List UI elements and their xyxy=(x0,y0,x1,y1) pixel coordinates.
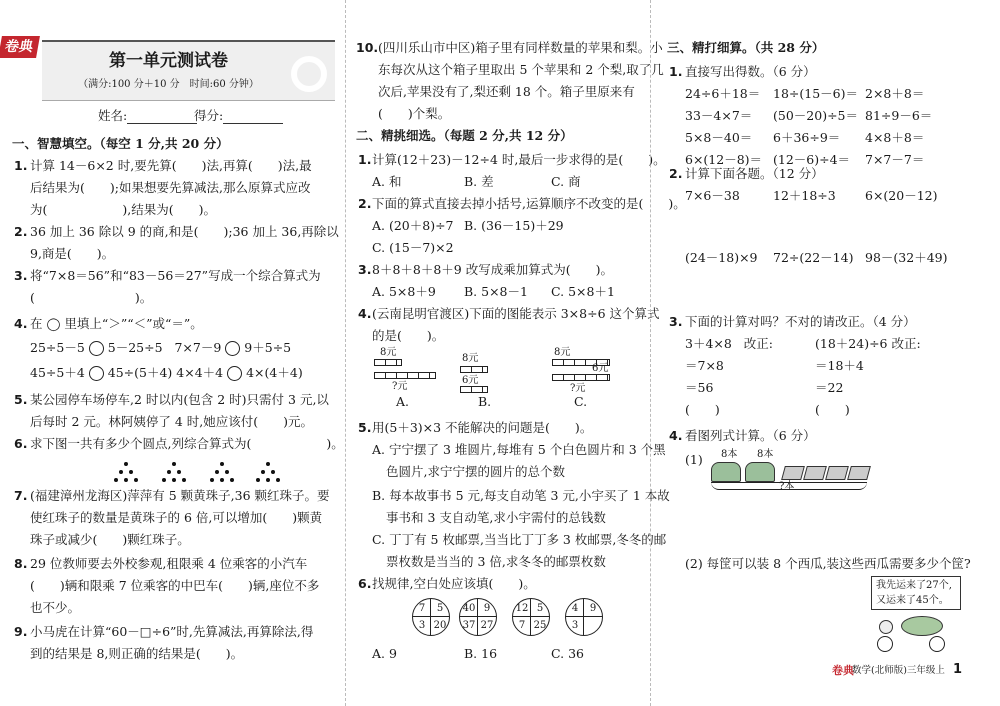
oral-calc-item[interactable]: 6＋36÷9＝ xyxy=(773,130,841,145)
q-number: 3. xyxy=(358,262,372,277)
option-b[interactable]: B. 5×8－1 xyxy=(464,284,528,299)
option-b[interactable]: B. (36－15)＋29 xyxy=(464,218,564,233)
cloud-swirl-icon xyxy=(291,56,327,92)
subquestion-text: (2) 每筐可以装 8 个西瓜,装这些西瓜需要多少个筐? xyxy=(685,556,971,571)
page-title: 第一单元测试卷 xyxy=(109,51,228,71)
q-number: 3. xyxy=(669,314,683,329)
calc-item[interactable]: 12＋18÷3 xyxy=(773,188,836,203)
bar-figure-a[interactable]: 8元 ?元 A. xyxy=(370,346,440,408)
oral-calc-item[interactable]: 6×(12－8)＝ xyxy=(685,152,763,167)
middle-column xyxy=(345,0,686,706)
dot xyxy=(220,478,224,482)
subquestion-label: (1) xyxy=(685,452,703,467)
wheel-number: 3 xyxy=(571,620,579,631)
wheel-number: 7 xyxy=(518,620,526,631)
q-number: 6. xyxy=(358,576,372,591)
option-b[interactable]: B. 差 xyxy=(464,174,494,189)
dot xyxy=(256,478,260,482)
option-a[interactable]: A. 5×8＋9 xyxy=(372,284,436,299)
footer-logo: 卷典 xyxy=(832,664,854,677)
check-step: ＝7×8 xyxy=(685,358,724,373)
question-text: 看图列式计算。（6 分） xyxy=(685,428,816,443)
speech-bubble: 我先运来了27个, 又运来了45个。 xyxy=(871,576,961,610)
option-a[interactable]: A. 9 xyxy=(372,646,397,661)
oral-calc-item[interactable]: 24÷6＋18＝ xyxy=(685,86,761,101)
option-c[interactable]: C. 5×8＋1 xyxy=(551,284,615,299)
option-c-cont: 票枚数是当当的 3 倍,求冬冬的邮票枚数 xyxy=(386,554,606,569)
dot xyxy=(266,478,270,482)
wheel-number: 37 xyxy=(462,620,476,631)
question-text: 下面的计算对吗？不对的请改正。（4 分） xyxy=(685,314,916,329)
oral-calc-item[interactable]: 33－4×7＝ xyxy=(685,108,753,123)
check-step: ＝18＋4 xyxy=(815,358,864,373)
wheel-number: 9 xyxy=(589,603,597,614)
q-number: 10. xyxy=(356,40,379,55)
compare-circle-icon[interactable] xyxy=(89,341,104,356)
bar-figure-c[interactable]: 8元 6元 ?元 C. xyxy=(554,347,609,409)
oral-calc-item[interactable]: 4×8＋8＝ xyxy=(865,130,925,145)
title-box xyxy=(42,40,335,101)
q-number: 1. xyxy=(14,158,28,173)
question-text: 后每时 2 元。林阿姨停了 4 时,她应该付( )元。 xyxy=(30,414,314,429)
question-text: (福建漳州龙海区)萍萍有 5 颗黄珠子,36 颗红珠子。要 xyxy=(30,488,330,503)
book-tray-icon xyxy=(803,466,827,480)
oral-calc-item[interactable]: (12－6)÷4＝ xyxy=(773,152,851,167)
number-wheel xyxy=(565,598,603,636)
question-text: 为( ),结果为( )。 xyxy=(30,202,216,217)
dot xyxy=(230,478,234,482)
check-right: (18＋24)÷6 改正: xyxy=(815,336,921,351)
dot xyxy=(172,462,176,466)
dot xyxy=(210,478,214,482)
page-number: 1 xyxy=(953,662,963,677)
oral-calc-item[interactable]: 5×8－40＝ xyxy=(685,130,753,145)
compare-row-2: 45÷5＋4 45÷(5＋4) 4×4＋4 4×(4＋4) xyxy=(30,365,303,380)
calc-item[interactable]: 7×6－38 xyxy=(685,188,740,203)
option-c[interactable]: C. 商 xyxy=(551,174,581,189)
wheel-number: 12 xyxy=(515,603,529,614)
question-text: ( )个梨。 xyxy=(378,106,451,121)
dot xyxy=(271,470,275,474)
question-text: (四川乐山市中区)箱子里有同样数量的苹果和梨。小 xyxy=(378,40,663,55)
score-field[interactable]: 得分: xyxy=(194,108,283,124)
question-text: ( )辆和限乘 7 位乘客的中巴车( )辆,座位不多 xyxy=(30,578,320,593)
q-number: 9. xyxy=(14,624,28,639)
question-mark-label: ?本 xyxy=(779,481,795,492)
check-step: ＝56 xyxy=(685,380,714,395)
dot xyxy=(266,462,270,466)
option-a[interactable]: A. 宁宁摆了 3 堆圆片,每堆有 5 个白色圆片和 3 个黑 xyxy=(372,442,666,457)
question-text: 将“7×8＝56”和“83－56＝27”写成一个综合算式为 xyxy=(30,268,321,283)
question-text: 找规律,空白处应该填( )。 xyxy=(372,576,536,591)
oral-calc-item[interactable]: (50－20)÷5＝ xyxy=(773,108,858,123)
book-tray-icon xyxy=(781,466,805,480)
question-text: (云南昆明官渡区)下面的图能表示 3×8÷6 这个算式 xyxy=(372,306,660,321)
q-number: 4. xyxy=(14,316,28,331)
question-text: 29 位教师要去外校参观,租限乘 4 位乘客的小汽车 xyxy=(30,556,308,571)
section3-heading: 三、精打细算。（共 28 分） xyxy=(667,40,825,55)
oral-calc-item[interactable]: 7×7－7＝ xyxy=(865,152,925,167)
question-text: 8＋8＋8＋8＋9 改写成乘加算式为( )。 xyxy=(372,262,613,277)
section2-heading: 二、精挑细选。（每题 2 分,共 12 分） xyxy=(356,128,573,143)
number-wheel xyxy=(459,598,497,636)
question-text: 后结果为( );如果想要先算减法,那么原算式应改 xyxy=(30,180,311,195)
dot xyxy=(182,478,186,482)
wheel-number: 25 xyxy=(533,620,547,631)
q-number: 2. xyxy=(14,224,28,239)
q-number: 4. xyxy=(358,306,372,321)
question-text: 在 ◯ 里填上“＞”“＜”或“＝”。 xyxy=(30,316,203,331)
check-answer[interactable]: ( ) xyxy=(685,402,720,417)
q-number: 5. xyxy=(358,420,372,435)
q-number: 5. xyxy=(14,392,28,407)
question-text: 的是( )。 xyxy=(372,328,445,343)
wheel-number: 9 xyxy=(483,603,491,614)
question-text: 次后,苹果没有了,梨还剩 18 个。箱子里原来有 xyxy=(378,84,635,99)
oral-calc-item[interactable]: 18÷(15－6)＝ xyxy=(773,86,858,101)
question-text: 也不少。 xyxy=(30,600,81,615)
question-text: ( )。 xyxy=(30,290,153,305)
question-text: 珠子或减少( )颗红珠子。 xyxy=(30,532,190,547)
question-text: 直接写出得数。（6 分） xyxy=(685,64,816,79)
option-b[interactable]: B. 16 xyxy=(464,646,498,661)
wheel-number: 7 xyxy=(418,603,426,614)
option-a[interactable]: A. (20＋8)÷7 xyxy=(372,218,454,233)
calc-item[interactable]: 6×(20－12) xyxy=(865,188,938,203)
number-wheel xyxy=(512,598,550,636)
book-bundles-figure: 8本 8本 xyxy=(709,448,869,494)
q-number: 7. xyxy=(14,488,28,503)
number-wheel xyxy=(412,598,450,636)
dot xyxy=(124,462,128,466)
brand-logo: 卷典 xyxy=(0,36,40,58)
option-c[interactable]: C. (15－7)×2 xyxy=(372,240,454,255)
book-tray-icon xyxy=(847,466,871,480)
dot xyxy=(114,478,118,482)
book-tray-icon xyxy=(825,466,849,480)
bar-figure-b[interactable]: 8元 6元 B. xyxy=(462,353,492,409)
question-text: 用(5＋3)×3 不能解决的问题是( )。 xyxy=(372,420,593,435)
question-text: 到的结果是 8,则正确的结果是( )。 xyxy=(30,646,244,661)
dot xyxy=(167,470,171,474)
q-number: 2. xyxy=(358,196,372,211)
wheel-number: 4 xyxy=(571,603,579,614)
question-text: 计算 14－6×2 时,要先算( )法,再算( )法,最 xyxy=(30,158,312,173)
dot xyxy=(162,478,166,482)
dot xyxy=(276,478,280,482)
dot xyxy=(124,478,128,482)
question-text: 计算下面各题。（12 分） xyxy=(685,166,824,181)
calc-item[interactable]: (24－18)×9 xyxy=(685,250,758,265)
book-bundle-icon xyxy=(711,462,741,482)
q-number: 1. xyxy=(669,64,683,79)
wheel-number: 3 xyxy=(418,620,426,631)
right-column xyxy=(650,0,1000,706)
dot xyxy=(172,478,176,482)
q-number: 4. xyxy=(669,428,683,443)
wheel-number: 5 xyxy=(536,603,544,614)
q-number: 2. xyxy=(669,166,683,181)
compare-row-1: 25÷5－5 5－25÷5 7×7－9 9＋5÷5 xyxy=(30,340,292,355)
compare-circle-icon[interactable] xyxy=(225,341,240,356)
option-b-cont: 事书和 3 支自动笔,求小宇需付的总钱数 xyxy=(386,510,606,525)
option-a[interactable]: A. 和 xyxy=(372,174,402,189)
question-text: 9,商是( )。 xyxy=(30,246,115,261)
question-text: 求下图一共有多少个圆点,列综合算式为( )。 xyxy=(30,436,344,451)
calc-item[interactable]: 98－(32＋49) xyxy=(865,250,948,265)
question-text: 下面的算式直接去掉小括号,运算顺序不改变的是( )。 xyxy=(372,196,686,211)
option-b[interactable]: B. 每本故事书 5 元,每支自动笔 3 元,小宇买了 1 本故 xyxy=(372,488,670,503)
question-text: 使红珠子的数量是黄珠子的 6 倍,可以增加( )颗黄 xyxy=(30,510,323,525)
check-answer[interactable]: ( ) xyxy=(815,402,850,417)
tricycle-watermelons-icon xyxy=(873,612,953,652)
compare-circle-icon[interactable] xyxy=(227,366,242,381)
question-text: 小马虎在计算“60－□÷6”时,先算减法,再算除法,得 xyxy=(30,624,314,639)
question-text: 计算(12＋23)－12÷4 时,最后一步求得的是( )。 xyxy=(372,152,666,167)
question-text: 某公园停车场停车,2 时以内(包含 2 时)只需付 3 元,以 xyxy=(30,392,329,407)
name-field[interactable]: 姓名: xyxy=(98,108,197,124)
wheel-number: 5 xyxy=(436,603,444,614)
page-subtitle: （满分:100 分＋10 分 时间:60 分钟） xyxy=(78,79,259,90)
section1-heading: 一、智慧填空。（每空 1 分,共 20 分） xyxy=(12,136,229,151)
wheel-number: 20 xyxy=(433,620,447,631)
dot xyxy=(177,470,181,474)
check-left: 3＋4×8 改正: xyxy=(685,336,773,351)
calc-item[interactable]: 72÷(22－14) xyxy=(773,250,854,265)
option-c[interactable]: C. 丁丁有 5 枚邮票,当当比丁丁多 3 枚邮票,冬冬的邮 xyxy=(372,532,667,547)
q-number: 1. xyxy=(358,152,372,167)
q-number: 3. xyxy=(14,268,28,283)
option-a-cont: 色圆片,求宁宁摆的圆片的总个数 xyxy=(386,464,565,479)
check-step: ＝22 xyxy=(815,380,844,395)
wheel-number: 40 xyxy=(462,603,476,614)
q-number: 6. xyxy=(14,436,28,451)
option-c[interactable]: C. 36 xyxy=(551,646,584,661)
footer-text: 数学(北师版)三年级上 xyxy=(852,665,945,676)
dot xyxy=(215,470,219,474)
dot xyxy=(261,470,265,474)
dot xyxy=(134,478,138,482)
dot xyxy=(129,470,133,474)
dot xyxy=(225,470,229,474)
wheel-number: 27 xyxy=(480,620,494,631)
question-text: 东每次从这个箱子里取出 5 个苹果和 2 个梨,取了几 xyxy=(378,62,664,77)
oral-calc-item[interactable]: 81÷9－6＝ xyxy=(865,108,933,123)
left-column xyxy=(0,0,345,706)
oral-calc-item[interactable]: 2×8＋8＝ xyxy=(865,86,925,101)
dot xyxy=(220,462,224,466)
dot xyxy=(119,470,123,474)
question-text: 36 加上 36 除以 9 的商,和是( );36 加上 36,再除以 xyxy=(30,224,339,239)
q-number: 8. xyxy=(14,556,28,571)
book-bundle-icon xyxy=(745,462,775,482)
compare-circle-icon[interactable] xyxy=(89,366,104,381)
